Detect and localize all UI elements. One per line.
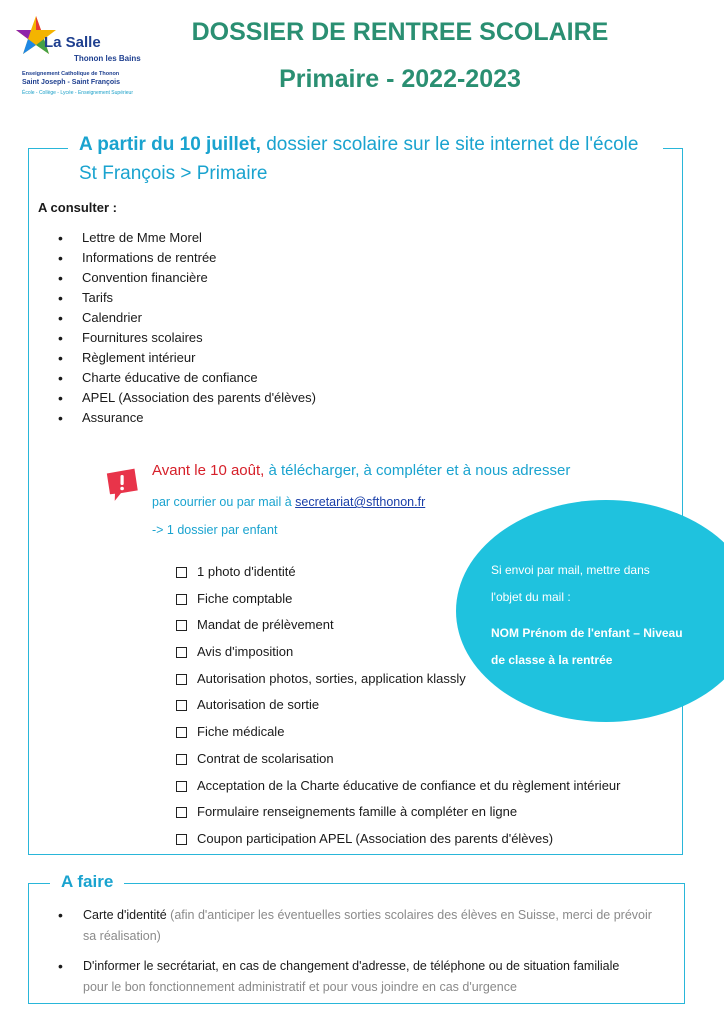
checklist-item <box>176 801 620 828</box>
frame-border-segment <box>124 883 684 884</box>
per-child-note: -> 1 dossier par enfant <box>152 523 278 537</box>
checkbox[interactable] <box>176 807 187 818</box>
checkbox[interactable] <box>176 594 187 605</box>
list-item: • Lettre de Mme Morel <box>58 228 316 248</box>
frame-border-segment <box>663 148 682 149</box>
consult-list <box>58 228 316 428</box>
list-item: • Charte éducative de confiance <box>58 368 316 388</box>
callout-line-3: NOM Prénom de l'enfant – Niveau <box>491 626 683 640</box>
todo-list <box>58 905 668 998</box>
logo-location: Thonon les Bains <box>74 54 141 63</box>
checklist-label: Avis d'imposition <box>197 644 294 660</box>
deadline-date: Avant le 10 août, <box>152 462 265 479</box>
checklist-item <box>176 828 620 855</box>
frame-border-segment <box>28 883 50 884</box>
logo-line-2: Saint Joseph - Saint François <box>22 79 121 86</box>
todo-item <box>58 905 668 947</box>
send-method <box>152 495 425 509</box>
checklist-label: Contrat de scolarisation <box>197 750 334 766</box>
send-method-text: par courrier ou par mail à <box>152 495 296 509</box>
checklist-label: Autorisation photos, sorties, application klassly <box>197 670 466 686</box>
checklist-label: Fiche comptable <box>197 590 293 606</box>
checkbox[interactable] <box>176 620 187 631</box>
todo-item-main: D'informer le secrétariat, en cas de changement d'adresse, de téléphone ou de situation familiale <box>83 959 620 973</box>
checklist-item <box>176 775 620 802</box>
frame-border-segment <box>28 148 68 149</box>
checkbox[interactable] <box>176 674 187 685</box>
checklist-label: Autorisation de sortie <box>197 697 320 713</box>
logo-name: La Salle <box>44 34 101 51</box>
checklist-label: Fiche médicale <box>197 724 285 740</box>
checklist-label: Acceptation de la Charte éducative de confiance et du règlement intérieur <box>197 777 621 793</box>
page-subtitle: Primaire - 2022-2023 <box>279 65 521 93</box>
checklist-label: Formulaire renseignements famille à compléter en ligne <box>197 804 518 820</box>
section1-heading-rest: dossier scolaire sur le site internet de l'école St François > Primaire <box>79 134 639 184</box>
checkbox[interactable] <box>176 754 187 765</box>
logo-line-1: Enseignement Catholique de Thonon <box>22 71 120 77</box>
todo-item-note: pour le bon fonctionnement administratif et pour vous joindre en cas d'urgence <box>83 980 517 994</box>
checklist-label: Coupon participation APEL (Association des parents d'élèves) <box>197 830 554 846</box>
callout-line-4: de classe à la rentrée <box>491 653 613 667</box>
checklist-item <box>176 721 620 748</box>
page-title: DOSSIER DE RENTREE SCOLAIRE <box>191 18 609 46</box>
checkbox[interactable] <box>176 647 187 658</box>
deadline-instructions: à télécharger, à compléter et à nous adresser <box>264 462 571 479</box>
checklist-item <box>176 748 620 775</box>
checklist-label: 1 photo d'identité <box>197 564 296 579</box>
todo-item-main: Carte d'identité <box>83 908 167 922</box>
todo-item <box>58 956 668 998</box>
consult-label: A consulter : <box>38 200 117 215</box>
list-item: • Tarifs <box>58 288 316 308</box>
section2-heading: A faire <box>61 872 114 891</box>
callout-line-2: l'objet du mail : <box>491 590 571 604</box>
checkbox[interactable] <box>176 834 187 845</box>
list-item: • APEL (Association des parents d'élèves) <box>58 388 316 408</box>
list-item: • Fournitures scolaires <box>58 328 316 348</box>
checkbox[interactable] <box>176 781 187 792</box>
section1-heading-bold: A partir du 10 juillet, <box>79 134 261 155</box>
email-link[interactable]: secretariat@sfthonon.fr <box>295 495 426 509</box>
logo-line-3: École - Collège - Lycée - Enseignement Supérieur <box>22 90 133 96</box>
list-item: • Règlement intérieur <box>58 348 316 368</box>
todo-item-note: (afin d'anticiper les éventuelles sorties scolaires des élèves en Suisse, merci de prévoir sa réalisation) <box>83 908 652 943</box>
deadline-text <box>152 462 570 479</box>
checkbox[interactable] <box>176 727 187 738</box>
list-item: • Informations de rentrée <box>58 248 316 268</box>
list-item: • Convention financière <box>58 268 316 288</box>
checklist-label: Mandat de prélèvement <box>197 617 334 633</box>
callout-line-1: Si envoi par mail, mettre dans <box>491 563 650 577</box>
checkbox[interactable] <box>176 700 187 711</box>
checkbox[interactable] <box>176 567 187 578</box>
list-item: • Calendrier <box>58 308 316 328</box>
school-logo <box>14 14 141 100</box>
list-item: • Assurance <box>58 408 316 428</box>
section1-heading <box>79 130 639 188</box>
alert-bubble-icon <box>104 466 140 502</box>
